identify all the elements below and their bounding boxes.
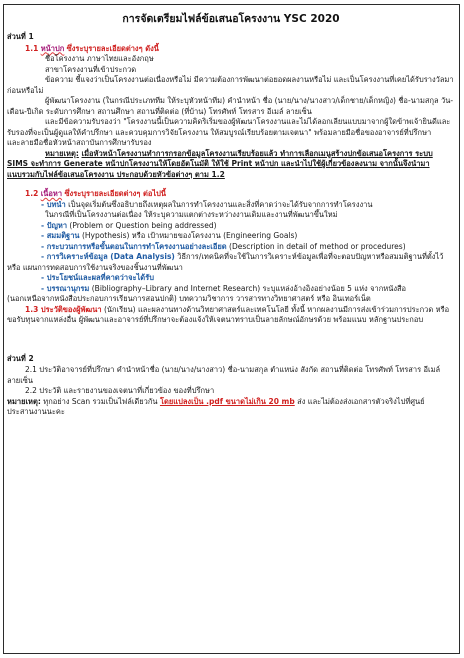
line-developer: ผู้พัฒนาโครงงาน (ในกรณีประเภททีม ให้ระบุหัวหน้าทีม) คำนำหน้า ชื่อ (นาย/นาง/นางสาว/เด็กชาย/เด็กหญิง) ชื่อ-นามสกุล วัน- [45, 96, 454, 105]
line-certification-cont: รับรองที่จะเป็นผู้ดูแลให้คำปรึกษา และควบคุมการวิจัยโครงงาน ให้สมบูรณ์เรียบร้อยตามเจตนา" พร้อมลายมือชื่อของอาจารย์ที่ปรึกษา [7, 127, 432, 137]
cover-note-label: หมายเหตุ: [45, 148, 79, 158]
data-analysis-cont: หรือ แผนการทดสอบการใช้งานจริงของชิ้นงานที่พัฒนา [7, 262, 183, 272]
introduction-text: เป็นจุดเริ่มต้นซึ่งอธิบายถึงเหตุผลในการทำโครงงานและสิ่งที่คาดว่าจะได้รับจากการทำโครงงาน [68, 199, 373, 209]
introduction-label: - บทนำ [41, 199, 66, 209]
introduction-cont: ในกรณีที่เป็นโครงงานต่อเนื่อง ให้ระบุความแตกต่างระหว่างงานเดิมและงานที่พัฒนาขึ้นใหม่ [45, 210, 338, 219]
line-project-name: ชื่อโครงงาน ภาษาไทยและอังกฤษ [45, 54, 154, 63]
line-project-field: สาขาโครงงานที่เข้าประกวด [45, 64, 137, 74]
section-1-1-text: ซึ่งระบุรายละเอียดต่างๆ ดังนี้ [66, 43, 159, 53]
section-1-1-number: 1.1 [25, 43, 39, 53]
problem-label: - ปัญหา [41, 220, 68, 230]
cover-note-line3: แนบรวมกับไฟล์ข้อเสนอโครงงาน ประกอบด้วยหัวข้อต่างๆ ตาม 1.2 [7, 169, 225, 179]
bibliography-label: - บรรณานุกรม [41, 283, 90, 293]
cover-note [7, 149, 455, 160]
section-2-2: 2.2 ประวัติ และรายงานของเจตนาที่เกี่ยวข้อง ของที่ปรึกษา [25, 386, 215, 395]
cover-note-line1: เมื่อหัวหน้าโครงงานทำการกรอกข้อมูลโครงงานเรียบร้อยแล้ว ทำการเลือกเมนูสร้างปกข้อเสนอโครงการ ระบบ [81, 148, 433, 158]
section-1-2-text: ซึ่งระบุรายละเอียดต่างๆ ต่อไปนี้ [64, 189, 167, 198]
data-analysis-label: - การวิเคราะห์ข้อมูล (Data Analysis) [41, 252, 175, 261]
hypothesis-label: - สมมติฐาน [41, 231, 80, 240]
line-statement-cont: ก่อนหรือไม่ [7, 85, 44, 95]
item-hypothesis [7, 231, 455, 242]
item-data-analysis [7, 252, 455, 263]
final-note [7, 397, 455, 408]
section-1-3-cont: ขอรับทุนจากแหล่งอื่น ผู้พัฒนาและอาจารย์ที่ปรึกษาจะต้องแจ้งให้เจตนาทราบเป็นลายลักษณ์อักษรด้วย พร้อมแนบ หลักฐานประกอบ [7, 315, 424, 324]
document-content [7, 10, 455, 418]
bibliography-cont: (นอกเหนือจากหนังสือประกอบการเรียนการสอนปกติ) บทความวิชาการ วารสารทางวิทยาศาสตร์ หรือ อินเทอร์เน็ต [7, 294, 371, 303]
problem-text: (Problem or Question being addressed) [69, 220, 217, 230]
section-2-1: 2.1 ประวัติอาจารย์ที่ปรึกษา คำนำหน้าชื่อ (นาย/นาง/นางสาว) ชื่อ-นามสกุล ตำแหน่ง สังกัด สถานที่ติดต่อ โทรศัพท์ โทรสาร อีเมล์ [25, 365, 441, 374]
item-problem [7, 221, 455, 232]
final-note-text: ทุกอย่าง Scan รวมเป็นไฟล์เดียวกัน [43, 396, 158, 406]
part1-heading: ส่วนที่ 1 [7, 32, 34, 41]
line-developer-cont: เดือน-ปีเกิด ระดับการศึกษา สถานศึกษา สถานที่ติดต่อ (ที่บ้าน) โทรศัพท์ โทรสาร อีเมล์ ลายเซ็น [7, 106, 312, 116]
section-1-3-text: (นักเรียน) และผลงานทางด้านวิทยาศาสตร์และเทคโนโลยี ทั้งนี้ หากผลงานมีการส่งเข้าร่วมการประกวด หรือ [103, 304, 450, 314]
section-1-1-word: หน้าปก [40, 43, 65, 53]
line-statement: ข้อความ ชี้แจงว่าเป็นโครงงานต่อเนื่องหรือไม่ มีความต้องการพัฒนาต่อยอดผลงานหรือไม่ และเป็นโครงงานที่เคยได้รับรางวัลมา [45, 75, 454, 84]
final-note-label: หมายเหตุ: [7, 396, 41, 406]
section-1-3-label: 1.3 ประวัติของผู้พัฒนา [25, 304, 102, 314]
part2-heading: ส่วนที่ 2 [7, 353, 34, 363]
document-title: การจัดเตรียมไฟล์ข้อเสนอโครงงาน YSC 2020 [122, 13, 340, 25]
procedure-text: (Description in detail of method or procedures) [229, 241, 406, 251]
item-bibliography [7, 284, 455, 295]
section-2-1-cont: ลายเซ็น [7, 375, 33, 385]
line-certification-end: และลายมือชื่อหัวหน้าสถาบันการศึกษารับรอง [7, 138, 152, 147]
data-analysis-text: วิธีการ/เทคนิคที่จะใช้ในการวิเคราะห์ข้อมูลเพื่อที่จะตอบปัญหาหรือสมมติฐานที่ตั้งไว้ [177, 252, 444, 261]
bibliography-text: (Bibliography–Library and Internet Research) ระบุแหล่งอ้างอิงอย่างน้อย 5 แห่ง จากหนังสือ [91, 283, 407, 293]
section-1-2-heading [7, 189, 455, 200]
section-1-1-heading [7, 44, 455, 55]
item-introduction [7, 200, 455, 211]
item-benefits [7, 273, 455, 284]
final-note-end: ประสานงานนะคะ [7, 407, 65, 416]
final-note-tail: ส่ง และไม่ต้องส่งเอกสารตัวจริงไปที่ศูนย์ [297, 396, 425, 406]
item-procedure [7, 242, 455, 253]
cover-note-line2: SIMS จะทำการ Generate หน้าปกโครงงานให้โดยอัตโนมัติ ให้ใช้ Print หน้าปก และนำไปใช้ผู้เกี่ยวข้องลงนาม จากนั้นจึงนำมา [7, 159, 430, 168]
section-1-2-word: เนื้อหา [40, 189, 63, 198]
benefits-label: - ประโยชน์และผลที่คาดว่าจะได้รับ [41, 273, 154, 282]
section-1-2-number: 1.2 [25, 189, 39, 198]
final-note-highlight: โดยแปลงเป็น .pdf ขนาดไม่เกิน 20 mb [159, 396, 295, 406]
procedure-label: - กระบวนการหรือขั้นตอนในการทำโครงงานอย่างละเอียด [41, 241, 227, 251]
line-certification: และมีข้อความรับรองว่า "โครงงานนี้เป็นความคิดริเริ่มของผู้พัฒนาโครงงานและไม่ได้ลอกเลียนแบบมาจากผู้ใดข้าพเจ้ายินดีและ [45, 117, 451, 126]
hypothesis-text: (Hypothesis) หรือ เป้าหมายของโครงงาน (Engineering Goals) [81, 231, 298, 240]
section-1-3 [7, 305, 455, 316]
